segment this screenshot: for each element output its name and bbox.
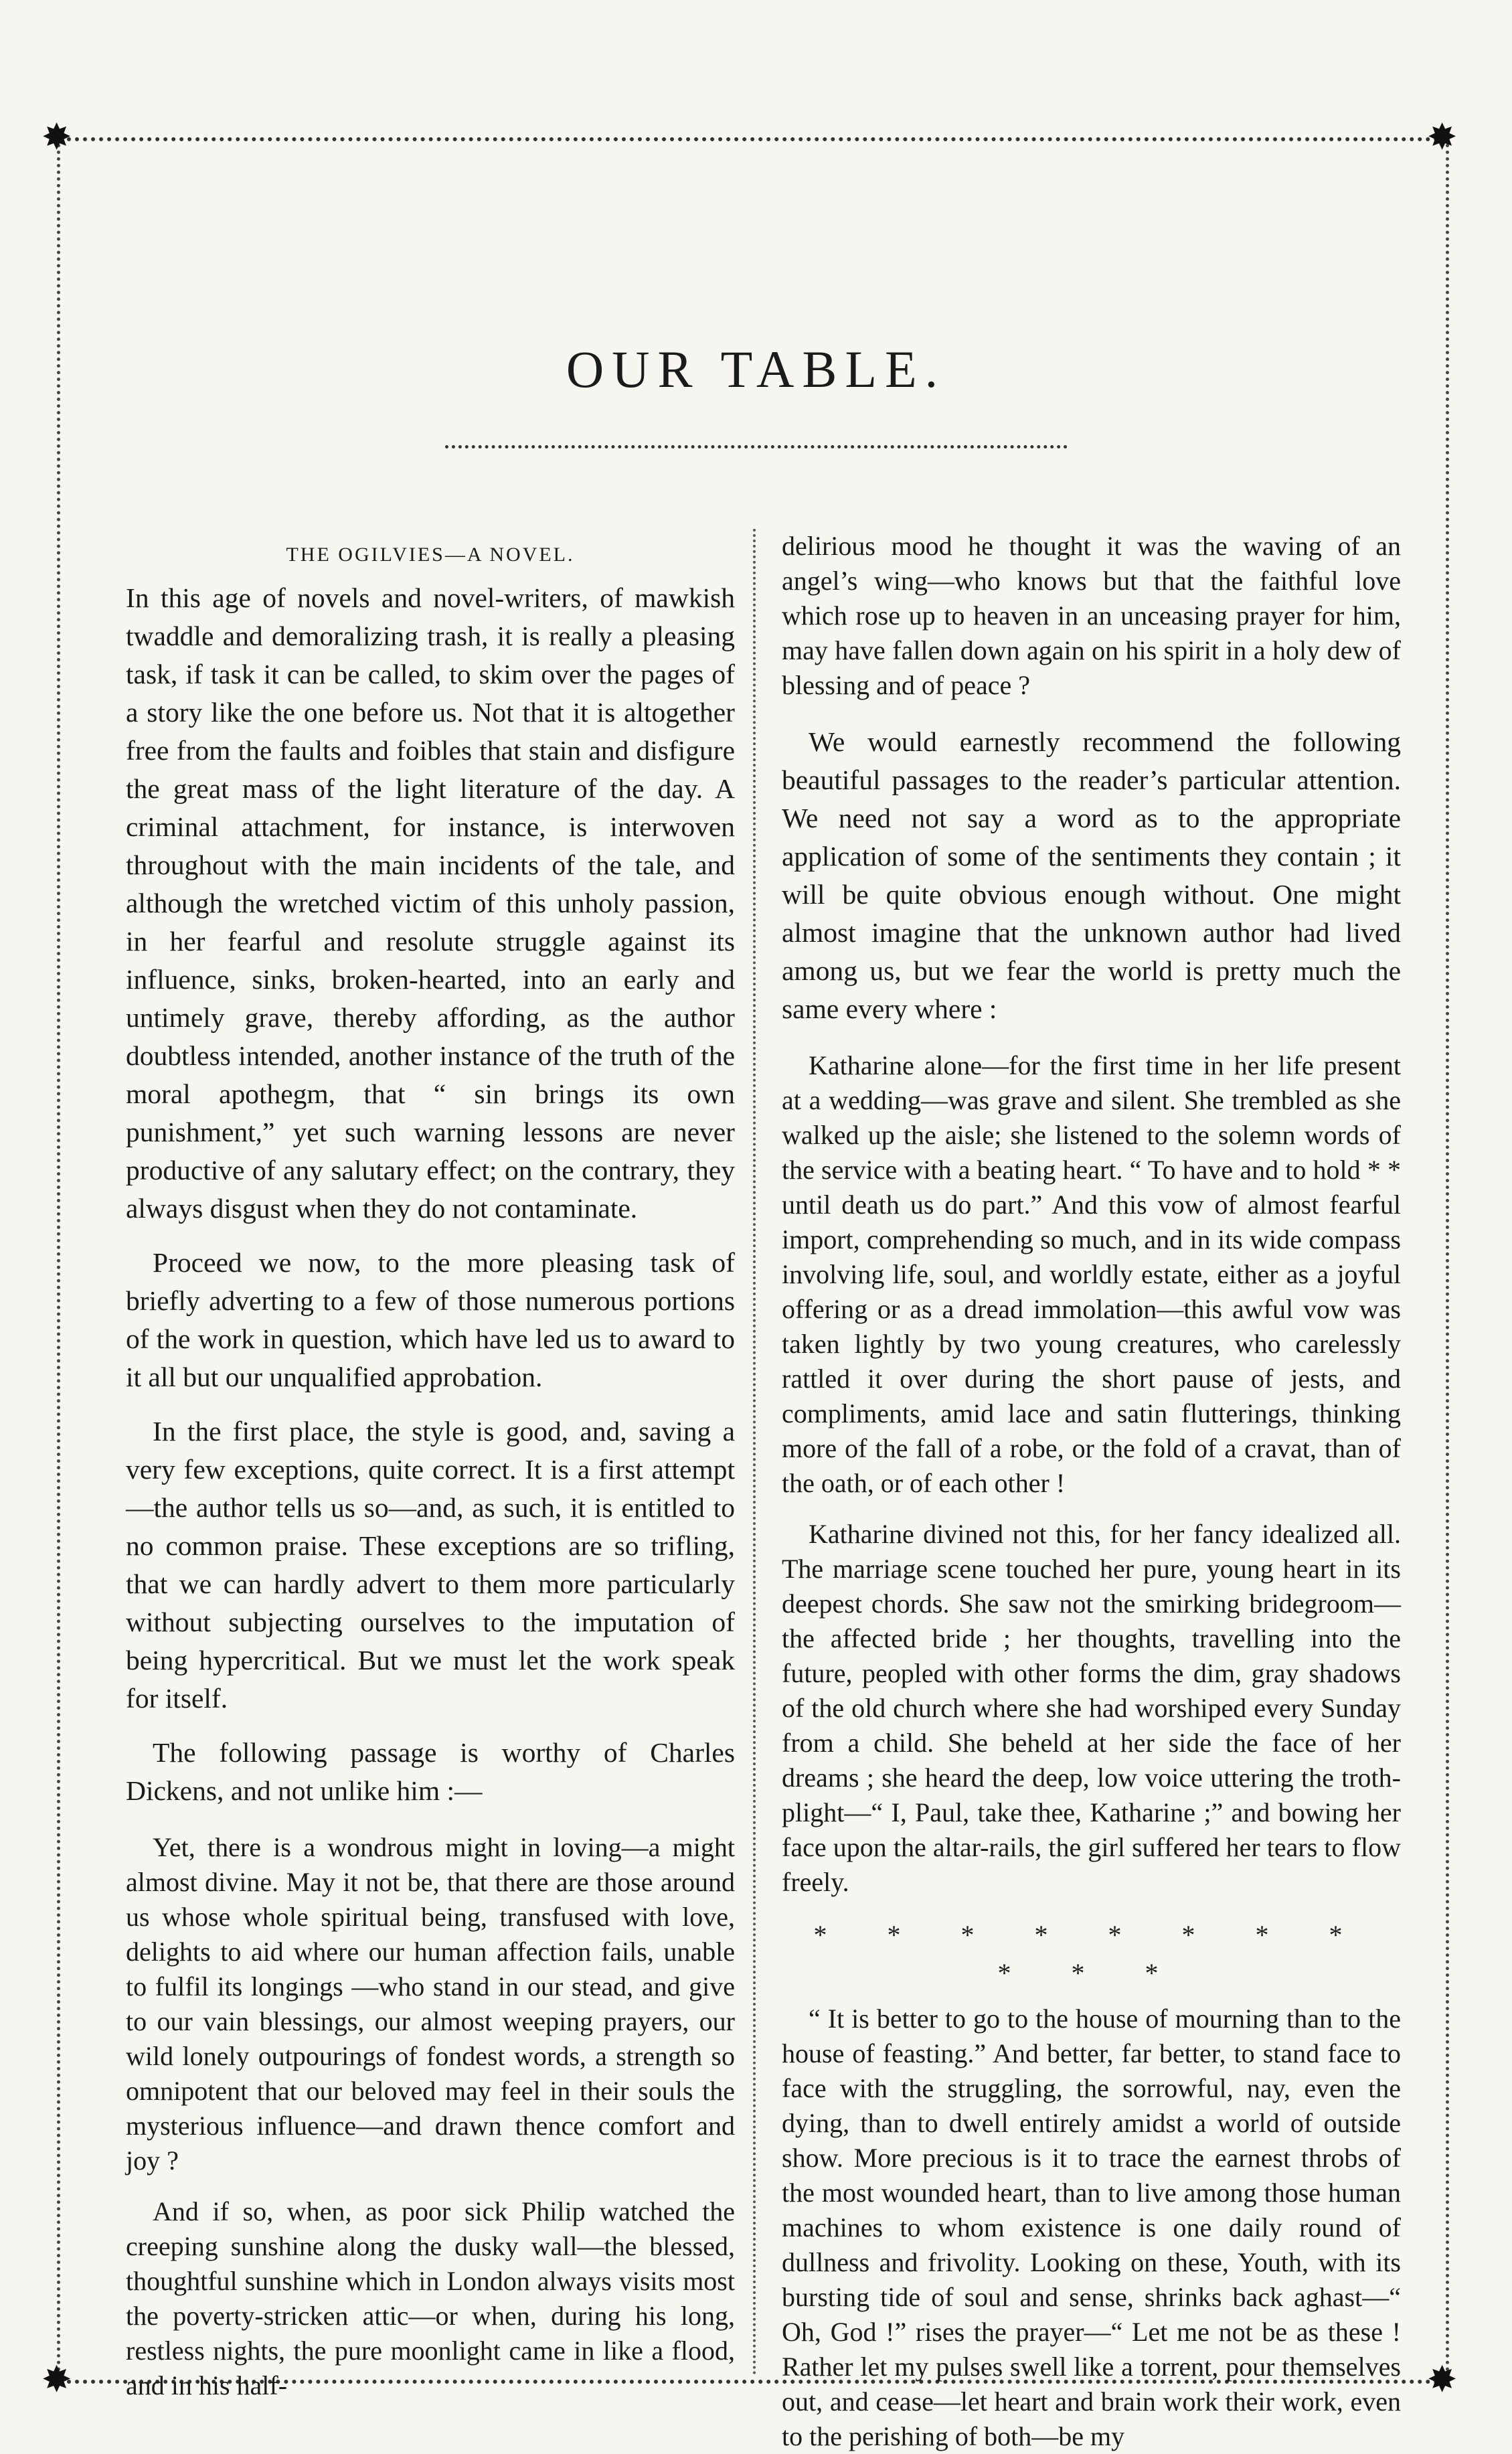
paragraph: Proceed we now, to the more pleasing task of briefly adverting to a few of those numerous portions of the work in question, which have led us to award to it all but our unqualified approbation. xyxy=(126,1247,735,1392)
corner-ornament-icon: ✸ xyxy=(41,116,72,158)
paragraph: In this age of novels and novel-writers, of mawkish twaddle and demoralizing trash, it is really a pleasing task, if task it can be called, to skim over the pages of a story like the one before us. Not that it is altogether free from the faults and foibles that stain and disfigure the great mass of the light literature of the day. A criminal attachment, for instance, is interwoven throughout with the main incidents of the tale, and although the wretched victim of this unholy passion, in her fearful and resolute struggle against its influence, sinks, broken-hearted, into an early and untimely grave, thereby affording, as the author doubtless intended, another instance of the truth of the moral apothegm, that “ sin brings its own punishment,” yet such warning lessons are never productive of any salutary effect; on the contrary, they always disgust when they do not contaminate. xyxy=(126,582,735,1224)
page-border-left xyxy=(57,137,60,2380)
corner-ornament-icon: ✸ xyxy=(41,2358,72,2400)
paragraph: In the first place, the style is good, and, saving a very few exceptions, quite correct. It is a first attempt—the author tells us so—and, as such, it is entitled to no common praise. These exceptions are so trifling, that we can hardly advert to them more particularly without subjecting ourselves to the imputation of being hypercritical. But we must let the work speak for itself. xyxy=(126,1416,735,1714)
page-border-right xyxy=(1446,137,1449,2380)
paragraph: The following passage is worthy of Charles Dickens, and not unlike him :— xyxy=(126,1737,735,1806)
page-border-top xyxy=(67,137,1439,141)
quoted-passage: Katharine divined not this, for her fancy idealized all. The marriage scene touched her pure, young heart in its deepest chords. She saw not the smirking bridegroom—the affected bride ; her thoughts, travelling into the future, peopled with other forms the dim, gray shadows of the old church where she had worshiped every Sunday from a child. She beheld at her side the face of her dreams ; she heard the deep, low voice uttering the troth-plight—“ I, Paul, take thee, Katharine ;” and bowing her face upon the altar-rails, the girl suffered her tears to flow freely. xyxy=(782,1519,1401,1897)
paragraph: We would earnestly recommend the following beautiful passages to the reader’s particular attention. We need not say a word as to the appropriate application of some of the sentiments they contain ; it will be quite obvious enough without. One might almost imagine that the unknown author had lived among us, but we fear the world is pretty much the same every where : xyxy=(782,726,1401,1024)
quoted-passage: Yet, there is a wondrous might in loving—a might almost divine. May it not be, that there are those around us whose whole spiritual being, transfused with love, delights to aid where our human affection fails, unable to fulfil its longings —who stand in our stead, and give to our vain blessings, our almost weeping prayers, our wild lonely outpourings of fondest words, a strength so omnipotent that our beloved may feel in their souls the mysterious influence—and drawn thence comfort and joy ? xyxy=(126,1832,735,2176)
left-column xyxy=(126,529,735,2400)
title-divider xyxy=(445,445,1068,448)
page-title: OUR TABLE. xyxy=(566,340,946,399)
corner-ornament-icon: ✸ xyxy=(1427,2358,1458,2400)
section-separator: * * * * * * * * * * * xyxy=(813,1920,1369,1988)
quoted-passage: “ It is better to go to the house of mourning than to the house of feasting.” And better, far better, to stand face to face with the struggling, the sorrowful, nay, even the dying, than to dwell entirely amidst a world of outside show. More precious is it to trace the earnest throbs of the most wounded heart, than to live among those human machines to whom existence is one daily round of dullness and frivolity. Looking on these, Youth, with its bursting tide of soul and sense, shrinks back aghast—“ Oh, God !” rises the prayer—“ Let me not be as these ! Rather let my pulses swell like a torrent, pour themselves out, and cease—let heart and brain work their work, even to the perishing of both—be my xyxy=(782,2003,1401,2451)
right-column xyxy=(782,529,1401,2451)
quoted-passage: Katharine alone—for the first time in her life present at a wedding—was grave and silent. She trembled as she walked up the aisle; she listened to the solemn words of the service with a beating heart. “ To have and to hold * * until death us do part.” And this vow of almost fearful import, comprehending so much, and in its wide compass involving life, soul, and worldly estate, either as a joyful offering or as a dread immolation—this awful vow was taken lightly by two young creatures, who carelessly rattled it over during the short pause of jests, and compliments, amid lace and satin flutterings, thinking more of the fall of a robe, or the fold of a cravat, than of the oath, or of each other ! xyxy=(782,1050,1401,1498)
section-title: THE OGILVIES—A NOVEL. xyxy=(286,544,575,566)
quoted-passage: delirious mood he thought it was the waving of an angel’s wing—who knows but that the faithful love which rose up to heaven in an unceasing prayer for him, may have fallen down again on his spirit in a holy dew of blessing and of peace ? xyxy=(782,531,1401,700)
quoted-passage: And if so, when, as poor sick Philip watched the creeping sunshine along the dusky wall—the blessed, thoughtful sunshine which in London always visits most the poverty-stricken attic—or when, during his long, restless nights, the pure moonlight came in like a flood, and in his half- xyxy=(126,2196,735,2400)
column-divider xyxy=(753,529,756,2376)
corner-ornament-icon: ✸ xyxy=(1427,116,1458,158)
